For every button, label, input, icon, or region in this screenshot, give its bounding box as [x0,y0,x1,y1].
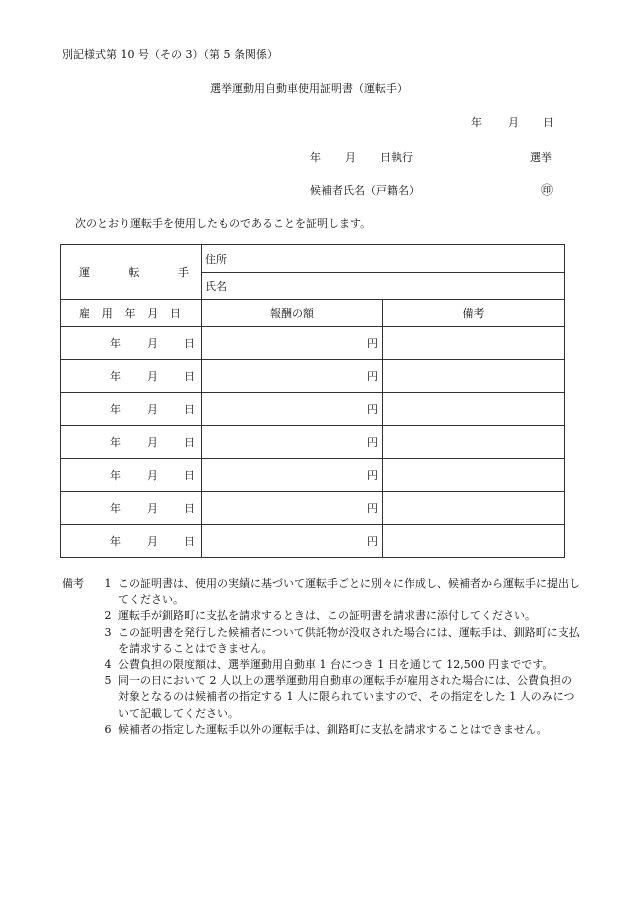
employment-date-cell[interactable] [61,327,202,360]
month-unit: 月 [147,535,158,548]
remarks-cell[interactable] [383,426,565,459]
note-text: この証明書は、使用の実績に基づいて運転手ごとに別々に作成し、候補者から運転手に提出してください。 [118,577,580,607]
remarks-cell[interactable] [383,360,565,393]
table-row [61,327,565,360]
day-unit: 日 [184,502,195,515]
form-reference: 別記様式第 10 号（その 3）（第 5 条関係） [62,48,278,61]
remarks-cell[interactable] [383,459,565,492]
header-char: 月 [147,307,159,320]
remarks-cell[interactable] [383,393,565,426]
month-unit: 月 [147,436,158,449]
name-label: 氏名 [205,280,227,293]
month-unit: 月 [147,502,158,515]
note-number: 6 [104,722,112,736]
issue-year-unit: 年 [471,116,482,129]
remarks-cell[interactable] [383,492,565,525]
note-item [62,722,582,738]
day-unit: 日 [184,535,195,548]
fee-cell[interactable] [202,393,383,426]
address-field[interactable] [202,245,565,273]
note-item [62,657,582,673]
remarks-cell[interactable] [383,525,565,558]
table-row [61,426,565,459]
table-row [61,492,565,525]
fee-cell[interactable] [202,459,383,492]
issue-month-unit: 月 [508,116,519,129]
employment-date-cell[interactable] [61,426,202,459]
employment-date-header [61,300,202,327]
notes-section [62,576,582,738]
table-row [61,360,565,393]
month-unit: 月 [147,370,158,383]
remarks-header: 備考 [383,300,565,327]
header-char: 雇 [79,307,90,320]
day-unit: 日 [184,337,195,350]
yen-unit: 円 [367,535,378,548]
name-field[interactable] [202,273,565,300]
note-text: この証明書を発行した候補者について供託物が没収された場合には、運転手は、釧路町に支払を請求することはできません。 [118,625,580,655]
note-text: 候補者の指定した運転手以外の運転手は、釧路町に支払を請求することはできません。 [118,722,548,736]
election-month-unit: 月 [345,151,356,164]
day-unit: 日 [184,370,195,383]
fee-cell[interactable] [202,492,383,525]
note-text: 同一の日において 2 人以上の選挙運動用自動車の運転手が雇用された場合には、公費負担の対象となるのは候補者の指定する 1 人に限られていますので、その指定をした 1 人のみについて記載してください。 [118,674,575,720]
note-number: 3 [104,625,112,639]
driver-label-char: 手 [178,266,189,279]
table-row [61,393,565,426]
yen-unit: 円 [367,502,378,515]
note-item [62,673,582,722]
remarks-cell[interactable] [383,327,565,360]
election-day-executed: 日執行 [380,151,413,164]
yen-unit: 円 [367,403,378,416]
year-unit: 年 [110,502,121,515]
note-item [62,625,582,657]
driver-label-cell [61,245,202,300]
note-text: 公費負担の限度額は、選挙運動用自動車 1 台につき 1 日を通じて 12,500 円までです。 [118,658,554,672]
certification-statement: 次のとおり運転手を使用したものであることを証明します。 [75,217,372,230]
employment-date-cell[interactable] [61,525,202,558]
table-row [61,525,565,558]
header-char: 日 [170,307,181,320]
candidate-name-label: 候補者氏名（戸籍名） [310,184,420,197]
fee-cell[interactable] [202,327,383,360]
driver-label-char: 運 [79,266,90,279]
year-unit: 年 [110,403,121,416]
day-unit: 日 [184,403,195,416]
driver-label-char: 転 [128,266,140,279]
year-unit: 年 [110,469,121,482]
notes-heading: 備考 [62,577,84,590]
header-char: 年 [124,307,136,320]
driver-usage-table [60,244,565,558]
seal-mark: ㊞ [541,183,554,197]
year-unit: 年 [110,337,121,350]
fee-cell[interactable] [202,426,383,459]
header-char: 用 [101,307,113,320]
yen-unit: 円 [367,469,378,482]
fee-header: 報酬の額 [202,300,383,327]
table-row [61,459,565,492]
day-unit: 日 [184,436,195,449]
issue-day-unit: 日 [543,116,554,129]
fee-cell[interactable] [202,360,383,393]
yen-unit: 円 [367,436,378,449]
note-item [62,576,582,608]
note-number: 4 [104,658,112,672]
yen-unit: 円 [367,370,378,383]
employment-date-cell[interactable] [61,459,202,492]
note-number: 2 [104,609,112,623]
year-unit: 年 [110,436,121,449]
month-unit: 月 [147,337,158,350]
note-number: 5 [104,674,112,688]
month-unit: 月 [147,469,158,482]
election-year-unit: 年 [310,151,321,164]
year-unit: 年 [110,535,121,548]
yen-unit: 円 [367,337,378,350]
note-number: 1 [104,577,112,590]
employment-date-cell[interactable] [61,393,202,426]
note-text: 運転手が釧路町に支払を請求するときは、この証明書を請求書に添付してください。 [118,609,536,623]
note-item [62,608,582,624]
election-name-suffix: 選挙 [530,151,552,164]
employment-date-cell[interactable] [61,360,202,393]
day-unit: 日 [184,469,195,482]
fee-cell[interactable] [202,525,383,558]
year-unit: 年 [110,370,121,383]
month-unit: 月 [147,403,158,416]
employment-date-cell[interactable] [61,492,202,525]
document-title: 選挙運動用自動車使用証明書（運転手） [210,82,408,95]
address-label: 住所 [205,252,227,266]
